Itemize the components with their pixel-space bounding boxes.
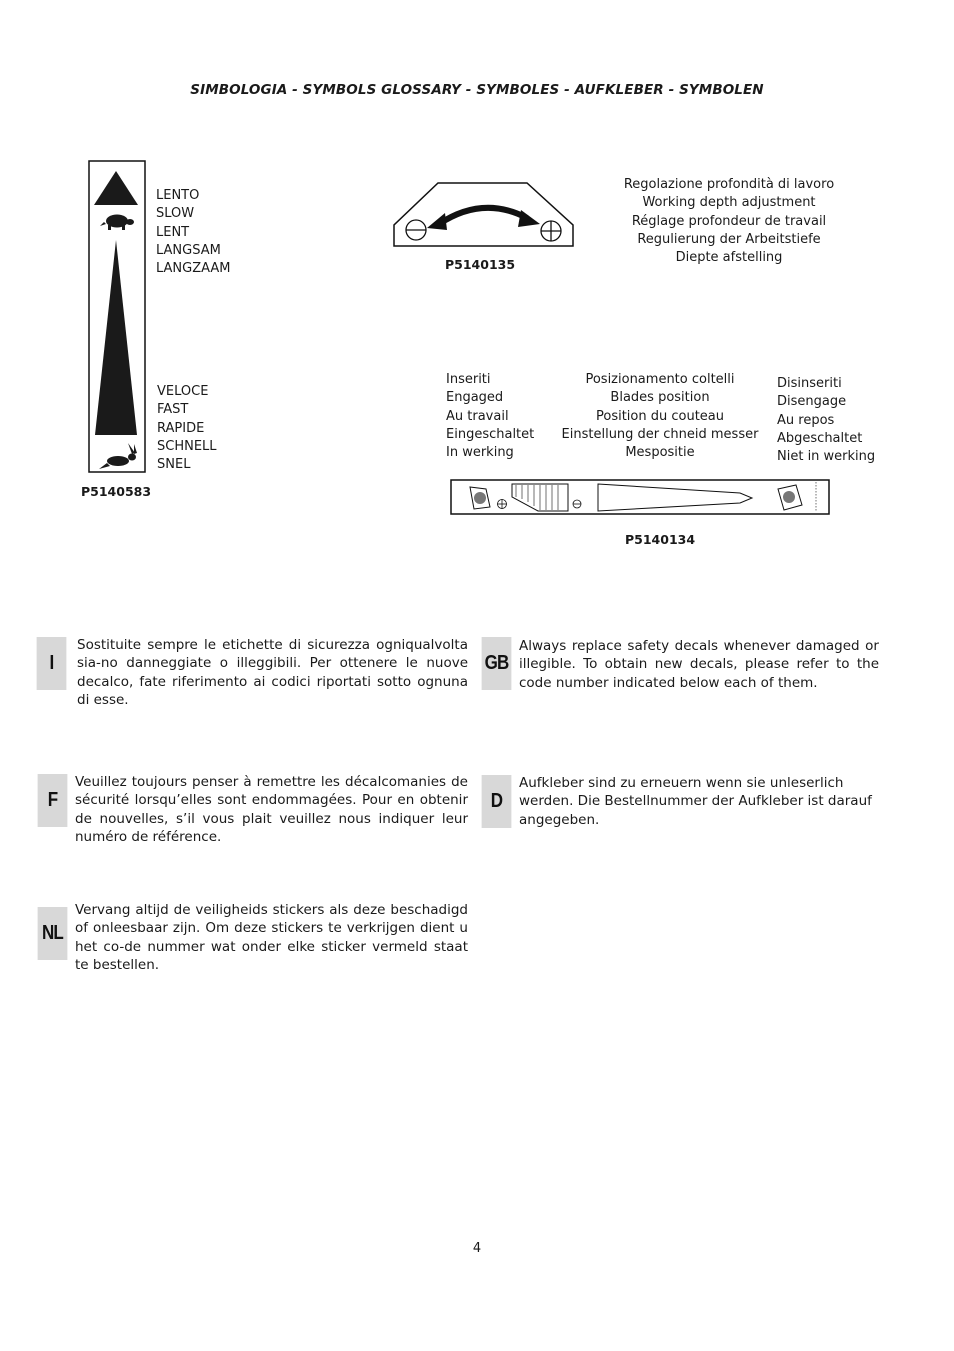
depth-label: Diepte afstelling	[675, 250, 783, 266]
disengaged-label: Au repos	[777, 412, 835, 428]
engaged-label: Engaged	[446, 390, 504, 406]
blades-position-label: Einstellung der chneid messer	[561, 426, 759, 442]
speed-decal-graphic	[88, 160, 148, 475]
slow-label: LENTO	[156, 188, 200, 203]
fast-label: SNEL	[157, 457, 191, 473]
notice-text-i: Sostituite sempre le etichette di sicurezza ogniqualvolta sia-no danneggiate o illeggibili. Per ottenere le nuove decalco, fate riferimento ai codici riportati sotto ognuna di esse.	[77, 637, 468, 708]
slow-label: SLOW	[156, 206, 195, 222]
engaged-label: Eingeschaltet	[446, 426, 535, 442]
notice-text-d: Aufkleber sind zu erneuern wenn sie unleserlich werden. Die Bestellnummer der Aufkleber ist darauf angegeben.	[519, 775, 872, 828]
engaged-label: Inseriti	[446, 372, 491, 387]
speed-decal-code: P5140583	[81, 484, 152, 499]
notice-text-f: Veuillez toujours penser à remettre les décalcomanies de sécurité lorsqu’elles sont endommagées. Pour en obtenir de nouvelles, s’il vous plait veuillez nous indiquer leur numéro de référence.	[75, 774, 468, 845]
page-title: SIMBOLOGIA - SYMBOLS GLOSSARY - SYMBOLES - AUFKLEBER - SYMBOLEN	[190, 82, 764, 98]
engaged-labels	[446, 371, 534, 462]
lang-tag-gb: GB	[482, 637, 512, 690]
lang-tag-i: I	[37, 637, 67, 690]
notice-text-gb: Always replace safety decals whenever damaged or illegible. To obtain new decals, please refer to the code number indicated below each of them.	[519, 638, 879, 691]
lang-tag-d: D	[482, 775, 512, 828]
engaged-label: Au travail	[446, 408, 509, 424]
depth-decal-graphic	[391, 180, 576, 250]
engaged-label: In werking	[446, 445, 514, 461]
blades-position-label: Position du couteau	[595, 408, 724, 424]
blades-decal-graphic	[450, 479, 832, 517]
depth-labels	[609, 176, 849, 267]
fast-label: FAST	[157, 402, 189, 418]
depth-label: Working depth adjustment	[642, 195, 816, 211]
fast-label: RAPIDE	[157, 420, 205, 436]
fast-label: VELOCE	[157, 384, 209, 399]
notice-text-nl: Vervang altijd de veiligheids stickers als deze beschadigd of onleesbaar zijn. Om deze stickers te verkrijgen dient u het co-de nummer wat onder elke sticker vermeld staat te bestellen.	[75, 902, 468, 973]
blades-decal-code: P5140134	[625, 532, 696, 547]
blades-position-label: Blades position	[610, 390, 710, 406]
lang-tag-f: F	[38, 774, 68, 827]
depth-label: Réglage profondeur de travail	[631, 213, 827, 229]
slow-label: LANGSAM	[156, 242, 221, 258]
disengaged-label: Abgeschaltet	[777, 430, 863, 446]
blades-position-labels	[555, 371, 765, 462]
blades-position-label: Posizionamento coltelli	[585, 372, 735, 387]
disengaged-labels	[777, 375, 875, 466]
disengaged-label: Disengage	[777, 394, 847, 410]
slow-label: LENT	[156, 224, 190, 240]
depth-label: Regolazione profondità di lavoro	[623, 177, 835, 192]
fast-label: SCHNELL	[157, 438, 217, 454]
page-number: 4	[472, 1241, 482, 1256]
blades-position-label: Mespositie	[625, 445, 695, 461]
disengaged-label: Disinseriti	[777, 376, 842, 391]
depth-label: Regulierung der Arbeitstiefe	[637, 231, 821, 247]
slow-labels	[156, 187, 231, 278]
disengaged-label: Niet in werking	[777, 449, 876, 465]
fast-labels	[157, 383, 217, 474]
lang-tag-nl: NL	[38, 907, 68, 960]
slow-label: LANGZAAM	[156, 261, 231, 277]
depth-decal-code: P5140135	[445, 257, 516, 272]
